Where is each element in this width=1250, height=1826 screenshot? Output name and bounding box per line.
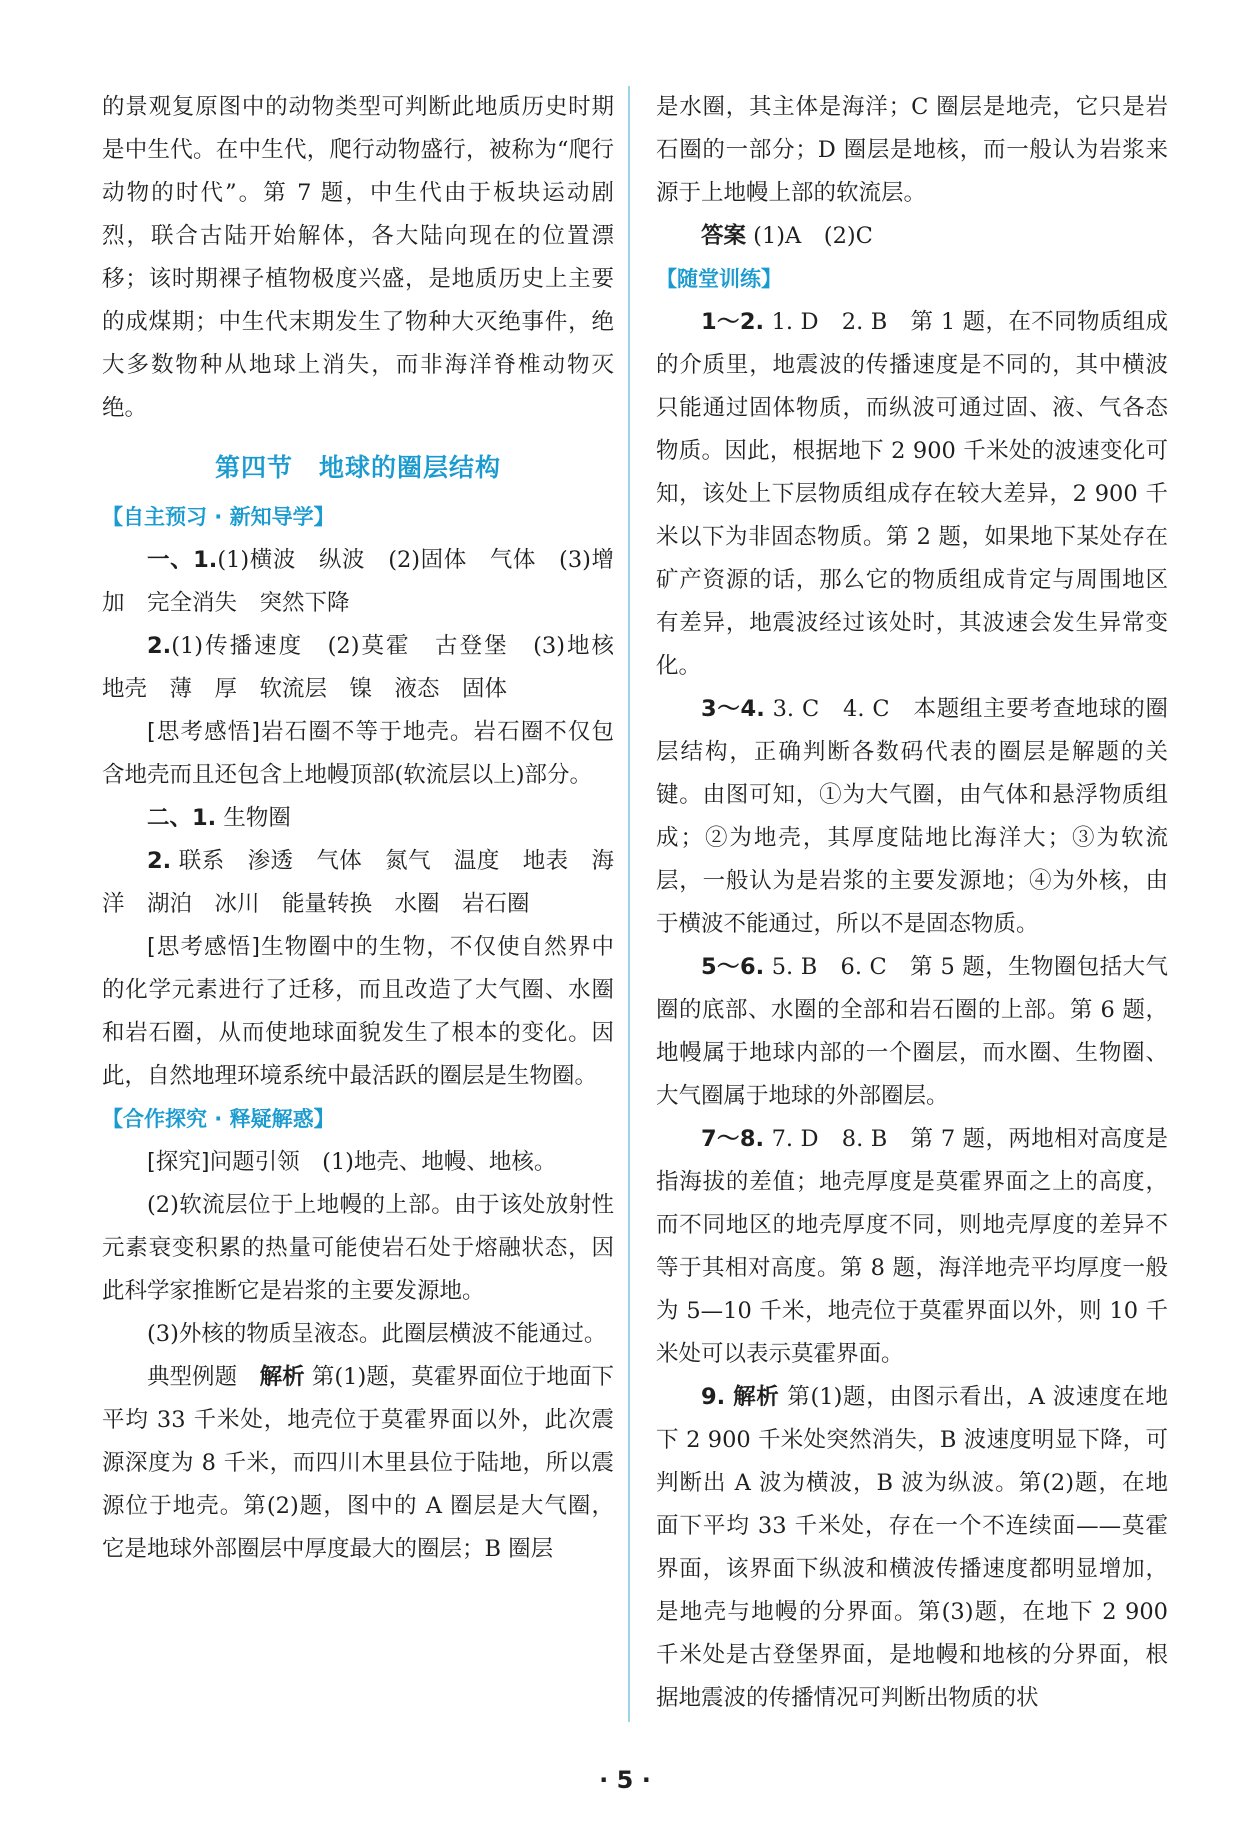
item-number: 一、1.	[147, 547, 218, 573]
item-text: (1)横波 纵波 (2)固体 气体 (3)增加 完全消失 突然下降	[102, 547, 614, 616]
question-number: 7～8.	[701, 1126, 765, 1152]
answer-text: (1)A (2)C	[746, 223, 873, 249]
answer-label: 答案	[701, 223, 747, 249]
paragraph-explore-1	[102, 1141, 614, 1184]
q9-label: 解析	[733, 1384, 780, 1410]
example-label: 解析	[259, 1364, 305, 1390]
explore-label: [探究]	[147, 1149, 210, 1175]
paragraph-1-2	[102, 625, 637, 711]
page-number: · 5 ·	[599, 1766, 651, 1794]
example-text: 第(1)题，莫霍界面位于地面下平均 33 千米处，地壳位于莫霍界面以外，此次震源深度为 8 千米，而四川木里县位于陆地，所以震源位于地壳。第(2)题，图中的 A 圈层是大气圈，它是地球外部圈层中厚度最大的圈层；B 圈层	[102, 1364, 614, 1562]
paragraph-continued: 是水圈，其主体是海洋；C 圈层是地壳，它只是岩石圈的一部分；D 圈层是地核，而一般认为岩浆来源于上地幔上部的软流层。	[656, 94, 1168, 206]
paragraph-2-1	[102, 797, 614, 840]
item-number: 2.	[147, 848, 172, 874]
left-column	[102, 86, 637, 1571]
question-text: 3. C 4. C 本题组主要考查地球的圈层结构，正确判断各数码代表的圈层是解题的关键。由图可知，①为大气圈，由气体和悬浮物质组成；②为地壳，其厚度陆地比海洋大；③为软流层，一般认为是岩浆的主要发源地；④为外核，由于横波不能通过，所以不是固态物质。	[656, 696, 1168, 937]
paragraph-think-1	[102, 711, 614, 797]
paragraph-q9	[656, 1376, 1168, 1720]
paragraph-q5-6	[656, 946, 1168, 1118]
explore-text: 问题引领 (1)地壳、地幔、地核。	[209, 1149, 557, 1175]
paragraph-answer	[656, 215, 1168, 258]
question-text: 1. D 2. B 第 1 题，在不同物质组成的介质里，地震波的传播速度是不同的，其中横波只能通过固体物质，而纵波可通过固、液、气各态物质。因此，根据地下 2 900 千米处的波速变化可知，该处上下层物质组成存在较大差异，2 900 千米以下为非固态物质。第 2 题，如果地下某处存在矿产资源的话，那么它的物质组成肯定与周围地区有差异，地震波经过该处时，其波速会发生异常变化。	[656, 309, 1169, 679]
question-text: 第(1)题，由图示看出，A 波速度在地下 2 900 千米处突然消失，B 波速度明显下降，可判断出 A 波为横波，B 波为纵波。第(2)题，在地面下平均 33 千米处，存在一个不连续面——莫霍界面，该界面下纵波和横波传播速度都明显增加，是地壳与地幔的分界面。第(3)题，在地下 2 900 千米处是古登堡界面，是地幔和地核的分界面，根据地震波的传播情况可判断出物质的状	[656, 1384, 1168, 1711]
think-label: [思考感悟]	[147, 719, 261, 745]
question-number: 3～4.	[701, 696, 765, 722]
section-title: 第四节 地球的圈层结构	[214, 453, 501, 482]
item-text: (1)传播速度 (2)莫霍 古登堡 (3)地核 地壳 薄 厚 软流层 镍 液态 固体	[102, 633, 637, 702]
paragraph-intro: 的景观复原图中的动物类型可判断此地质历史时期是中生代。在中生代，爬行动物盛行，被称为“爬行动物的时代”。第 7 题，中生代由于板块运动剧烈，联合古陆开始解体，各大陆向现在的位置漂移；该时期裸子植物极度兴盛，是地质历史上主要的成煤期；中生代末期发生了物种大灭绝事件，绝大多数物种从地球上消失，而非海洋脊椎动物灭绝。	[102, 94, 614, 421]
paragraph-2-2	[102, 840, 614, 926]
item-number: 2.	[147, 633, 172, 659]
think-text: 岩石圈不等于地壳。岩石圈不仅包含地壳而且还包含上地幔顶部(软流层以上)部分。	[102, 719, 614, 788]
question-number: 9.	[701, 1384, 726, 1410]
right-column	[656, 86, 1168, 1720]
think-text: 生物圈中的生物，不仅使自然界中的化学元素进行了迁移，而且改造了大气圈、水圈和岩石圈，从而使地球面貌发生了根本的变化。因此，自然地理环境系统中最活跃的圈层是生物圈。	[102, 934, 614, 1089]
paragraph-example	[102, 1356, 614, 1571]
item-number: 二、1.	[147, 805, 217, 831]
tag-preview: 【自主预习 · 新知导学】	[102, 505, 335, 529]
paragraph-1-1	[102, 539, 614, 625]
paragraph-q1-2	[656, 301, 1168, 688]
question-text: 5. B 6. C 第 5 题，生物圈包括大气圈的底部、水圈的全部和岩石圈的上部。第 6 题，地幔属于地球内部的一个圈层，而水圈、生物圈、大气圈属于地球的外部圈层。	[656, 954, 1169, 1109]
paragraph-q7-8	[656, 1118, 1168, 1376]
column-divider	[628, 86, 630, 1722]
tag-practice: 【随堂训练】	[656, 267, 782, 291]
question-number: 1～2.	[701, 309, 765, 335]
think-label: [思考感悟]	[147, 934, 261, 960]
paragraph-think-2	[102, 926, 614, 1098]
item-text: 生物圈	[216, 805, 291, 831]
question-number: 5～6.	[701, 954, 765, 980]
question-text: 7. D 8. B 第 7 题，两地相对高度是指海拔的差值；地壳厚度是莫霍界面之上的高度，而不同地区的地壳厚度不同，则地壳厚度的差异不等于其相对高度。第 8 题，海洋地壳平均厚度一般为 5—10 千米，地壳位于莫霍界面以外，则 10 千米处可以表示莫霍界面。	[656, 1126, 1169, 1367]
paragraph-q3-4	[656, 688, 1168, 946]
tag-explore: 【合作探究 · 释疑解惑】	[102, 1107, 335, 1131]
paragraph-explore-3: (3)外核的物质呈液态。此圈层横波不能通过。	[147, 1321, 607, 1347]
paragraph-explore-2: (2)软流层位于上地幔的上部。由于该处放射性元素衰变积累的热量可能使岩石处于熔融状态，因此科学家推断它是岩浆的主要发源地。	[102, 1192, 614, 1304]
item-text: 联系 渗透 气体 氮气 温度 地表 海洋 湖泊 冰川 能量转换 水圈 岩石圈	[102, 848, 614, 917]
example-prefix: 典型例题	[147, 1364, 260, 1390]
